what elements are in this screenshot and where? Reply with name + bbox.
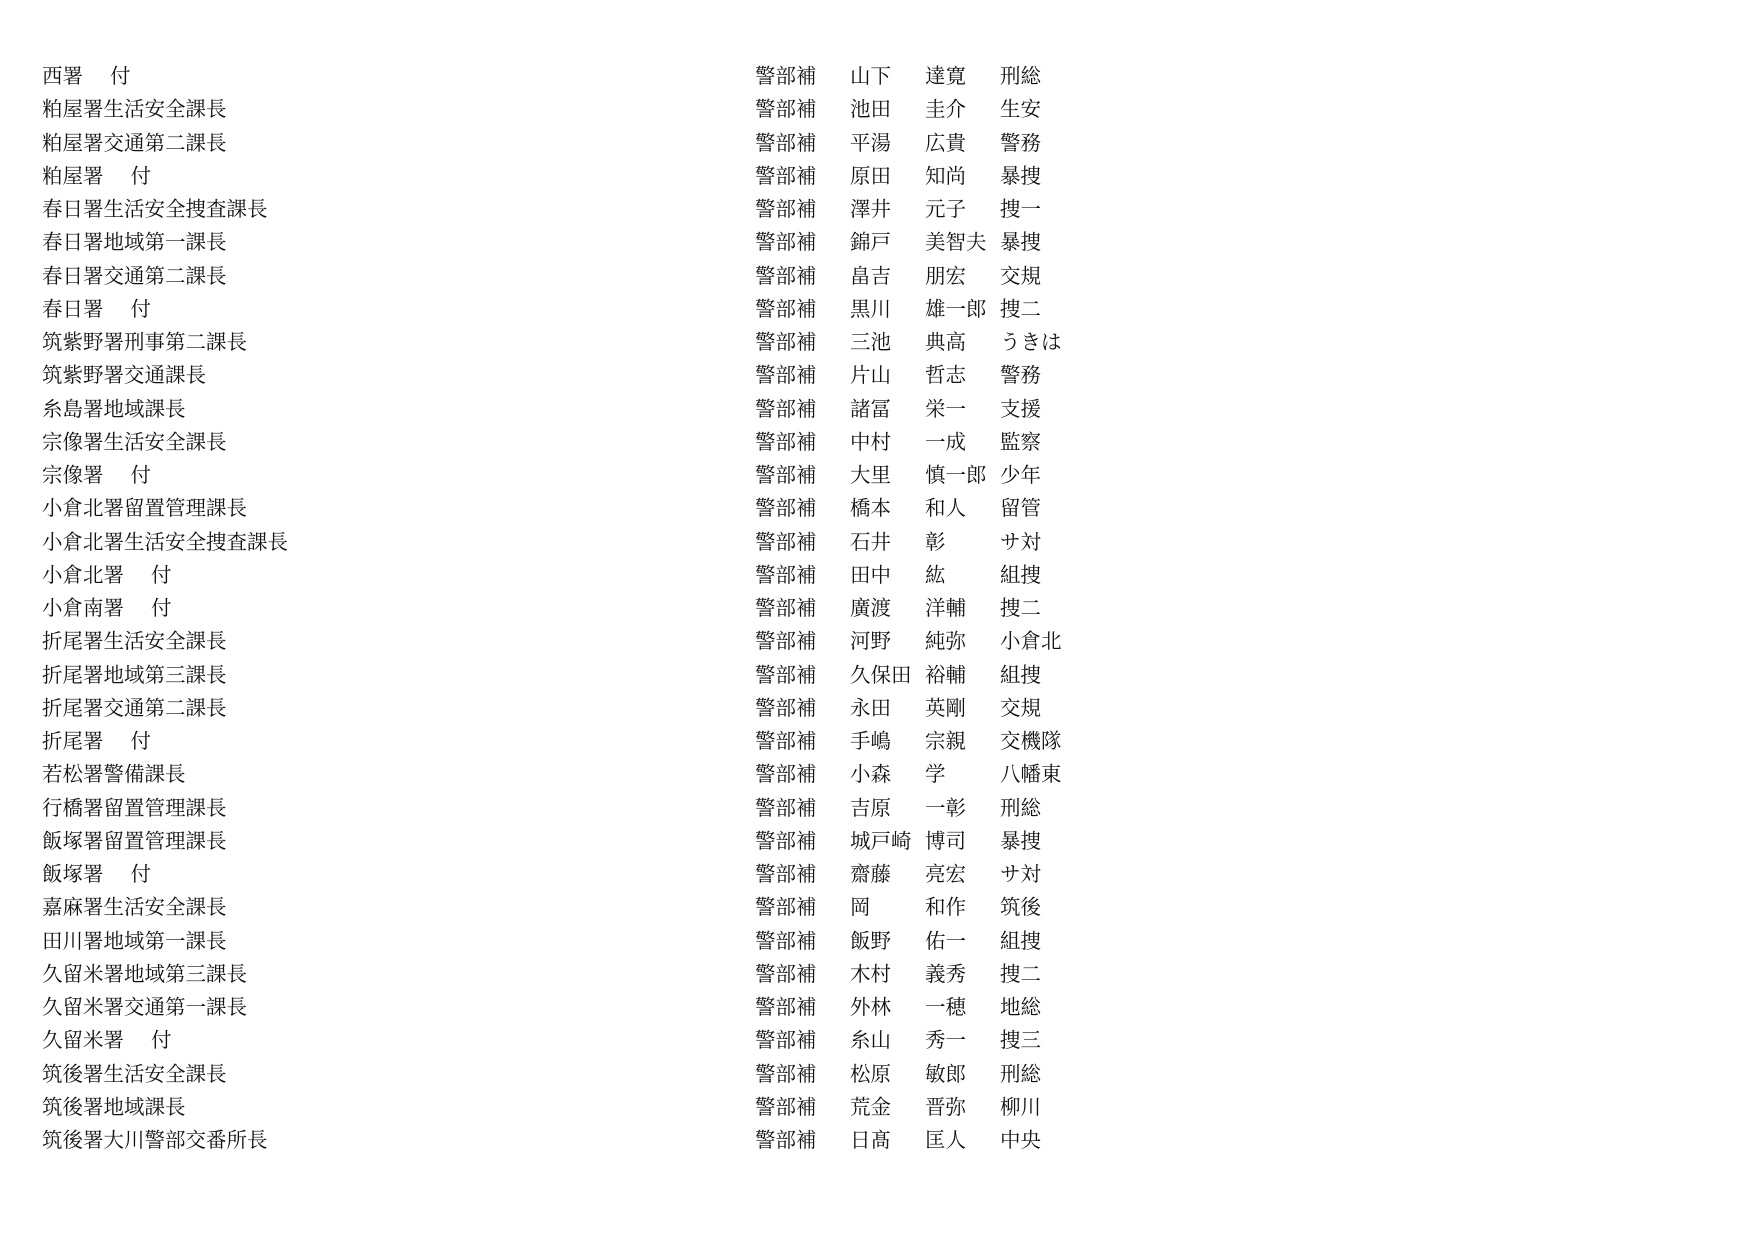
given-name: 圭介 — [925, 97, 966, 122]
previous-assignment: 生安 — [1000, 97, 1041, 122]
rank: 警部補 — [755, 862, 817, 886]
post-title: 粕屋署生活安全課長 — [42, 97, 227, 122]
previous-assignment: 暴捜 — [1000, 828, 1041, 853]
surname: 糸山 — [850, 1028, 891, 1053]
surname: 河野 — [850, 629, 891, 654]
surname: 錦戸 — [850, 230, 891, 255]
post-title: 折尾署地域第三課長 — [42, 662, 227, 687]
rank: 警部補 — [755, 330, 817, 354]
given-name: 広貴 — [925, 130, 966, 155]
given-name: 和作 — [925, 895, 966, 920]
previous-assignment: 交規 — [1000, 695, 1041, 720]
rank: 警部補 — [755, 928, 817, 953]
rank: 警部補 — [755, 429, 817, 454]
surname: 小森 — [850, 762, 891, 787]
list-row — [0, 825, 1754, 858]
surname: 外林 — [850, 995, 891, 1019]
previous-assignment: 警務 — [1000, 130, 1041, 155]
list-row — [0, 226, 1754, 259]
post-title: 粕屋署 付 — [42, 163, 152, 188]
previous-assignment: 筑後 — [1000, 895, 1041, 920]
list-row — [0, 991, 1754, 1024]
given-name: 彰 — [925, 529, 946, 554]
rank: 警部補 — [755, 296, 817, 321]
list-row — [0, 858, 1754, 891]
rank: 警部補 — [755, 197, 817, 221]
post-title: 折尾署 付 — [42, 729, 152, 753]
given-name: 亮宏 — [925, 862, 966, 886]
list-row — [0, 393, 1754, 426]
previous-assignment: 警務 — [1000, 363, 1041, 388]
surname: 永田 — [850, 695, 891, 720]
list-row — [0, 625, 1754, 658]
rank: 警部補 — [755, 695, 817, 720]
previous-assignment: 組捜 — [1000, 562, 1041, 587]
post-title: 春日署 付 — [42, 296, 152, 321]
previous-assignment: 小倉北 — [1000, 629, 1062, 654]
previous-assignment: 八幡東 — [1000, 762, 1062, 787]
previous-assignment: サ対 — [1000, 529, 1041, 554]
post-title: 小倉南署 付 — [42, 596, 172, 620]
previous-assignment: 交規 — [1000, 263, 1041, 288]
previous-assignment: 組捜 — [1000, 928, 1041, 953]
list-row — [0, 193, 1754, 226]
given-name: 佑一 — [925, 928, 966, 953]
surname: 原田 — [850, 163, 891, 188]
surname: 大里 — [850, 463, 891, 487]
surname: 山下 — [850, 64, 891, 88]
given-name: 敏郎 — [925, 1061, 966, 1086]
rank: 警部補 — [755, 762, 817, 787]
post-title: 若松署警備課長 — [42, 762, 186, 787]
list-row — [0, 692, 1754, 725]
post-title: 西署 付 — [42, 64, 131, 88]
previous-assignment: 捜二 — [1000, 296, 1041, 321]
given-name: 慎一郎 — [925, 463, 987, 487]
post-title: 久留米署交通第一課長 — [42, 995, 247, 1019]
rank: 警部補 — [755, 130, 817, 155]
given-name: 一彰 — [925, 795, 966, 820]
rank: 警部補 — [755, 961, 817, 986]
given-name: 洋輔 — [925, 596, 966, 620]
surname: 平湯 — [850, 130, 891, 155]
list-row — [0, 559, 1754, 592]
given-name: 和人 — [925, 496, 966, 521]
list-row — [0, 127, 1754, 160]
surname: 松原 — [850, 1061, 891, 1086]
personnel-list — [0, 60, 1754, 1157]
rank: 警部補 — [755, 828, 817, 853]
given-name: 裕輔 — [925, 662, 966, 687]
post-title: 行橋署留置管理課長 — [42, 795, 227, 820]
previous-assignment: 組捜 — [1000, 662, 1041, 687]
post-title: 小倉北署留置管理課長 — [42, 496, 247, 521]
list-row — [0, 492, 1754, 525]
given-name: 栄一 — [925, 396, 966, 421]
rank: 警部補 — [755, 629, 817, 654]
rank: 警部補 — [755, 496, 817, 521]
post-title: 折尾署交通第二課長 — [42, 695, 227, 720]
list-row — [0, 758, 1754, 791]
surname: 石井 — [850, 529, 891, 554]
surname: 池田 — [850, 97, 891, 122]
list-row — [0, 260, 1754, 293]
post-title: 嘉麻署生活安全課長 — [42, 895, 227, 920]
surname: 吉原 — [850, 795, 891, 820]
rank: 警部補 — [755, 1028, 817, 1053]
post-title: 筑後署大川警部交番所長 — [42, 1128, 268, 1152]
post-title: 小倉北署生活安全捜査課長 — [42, 529, 288, 554]
surname: 齋藤 — [850, 862, 891, 886]
rank: 警部補 — [755, 64, 817, 88]
rank: 警部補 — [755, 1061, 817, 1086]
given-name: 一穂 — [925, 995, 966, 1019]
list-row — [0, 359, 1754, 392]
list-row — [0, 1024, 1754, 1057]
previous-assignment: 監察 — [1000, 429, 1041, 454]
given-name: 紘 — [925, 562, 946, 587]
post-title: 筑後署地域課長 — [42, 1094, 186, 1119]
rank: 警部補 — [755, 1094, 817, 1119]
given-name: 宗親 — [925, 729, 966, 753]
list-row — [0, 526, 1754, 559]
previous-assignment: 捜一 — [1000, 197, 1041, 221]
list-row — [0, 459, 1754, 492]
post-title: 宗像署生活安全課長 — [42, 429, 227, 454]
rank: 警部補 — [755, 230, 817, 255]
surname: 久保田 — [850, 662, 912, 687]
rank: 警部補 — [755, 662, 817, 687]
given-name: 博司 — [925, 828, 966, 853]
post-title: 久留米署地域第三課長 — [42, 961, 247, 986]
list-row — [0, 326, 1754, 359]
post-title: 筑紫野署刑事第二課長 — [42, 330, 247, 354]
list-row — [0, 1091, 1754, 1124]
list-row — [0, 958, 1754, 991]
surname: 三池 — [850, 330, 891, 354]
rank: 警部補 — [755, 529, 817, 554]
surname: 黒川 — [850, 296, 891, 321]
post-title: 久留米署 付 — [42, 1028, 172, 1053]
given-name: 一成 — [925, 429, 966, 454]
given-name: 晋弥 — [925, 1094, 966, 1119]
previous-assignment: 刑総 — [1000, 795, 1041, 820]
surname: 城戸崎 — [850, 828, 912, 853]
previous-assignment: 捜三 — [1000, 1028, 1041, 1053]
post-title: 折尾署生活安全課長 — [42, 629, 227, 654]
post-title: 飯塚署留置管理課長 — [42, 828, 227, 853]
surname: 手嶋 — [850, 729, 891, 753]
previous-assignment: サ対 — [1000, 862, 1041, 886]
given-name: 匡人 — [925, 1128, 966, 1152]
list-row — [0, 925, 1754, 958]
rank: 警部補 — [755, 363, 817, 388]
surname: 諸冨 — [850, 396, 891, 421]
previous-assignment: 交機隊 — [1000, 729, 1062, 753]
post-title: 糸島署地域課長 — [42, 396, 186, 421]
given-name: 朋宏 — [925, 263, 966, 288]
rank: 警部補 — [755, 463, 817, 487]
post-title: 小倉北署 付 — [42, 562, 172, 587]
list-row — [0, 426, 1754, 459]
list-row — [0, 1124, 1754, 1157]
rank: 警部補 — [755, 263, 817, 288]
given-name: 哲志 — [925, 363, 966, 388]
previous-assignment: 捜二 — [1000, 961, 1041, 986]
given-name: 典高 — [925, 330, 966, 354]
given-name: 英剛 — [925, 695, 966, 720]
given-name: 知尚 — [925, 163, 966, 188]
surname: 日髙 — [850, 1128, 891, 1152]
rank: 警部補 — [755, 795, 817, 820]
previous-assignment: 暴捜 — [1000, 230, 1041, 255]
surname: 飯野 — [850, 928, 891, 953]
given-name: 学 — [925, 762, 946, 787]
post-title: 宗像署 付 — [42, 463, 152, 487]
post-title: 飯塚署 付 — [42, 862, 152, 886]
post-title: 春日署交通第二課長 — [42, 263, 227, 288]
post-title: 田川署地域第一課長 — [42, 928, 227, 953]
given-name: 達寛 — [925, 64, 966, 88]
given-name: 義秀 — [925, 961, 966, 986]
given-name: 純弥 — [925, 629, 966, 654]
rank: 警部補 — [755, 97, 817, 122]
list-row — [0, 592, 1754, 625]
previous-assignment: 捜二 — [1000, 596, 1041, 620]
list-row — [0, 792, 1754, 825]
list-row — [0, 93, 1754, 126]
surname: 片山 — [850, 363, 891, 388]
surname: 澤井 — [850, 197, 891, 221]
given-name: 秀一 — [925, 1028, 966, 1053]
surname: 畠吉 — [850, 263, 891, 288]
previous-assignment: うきは — [1000, 330, 1062, 354]
rank: 警部補 — [755, 596, 817, 620]
post-title: 春日署生活安全捜査課長 — [42, 197, 268, 221]
post-title: 粕屋署交通第二課長 — [42, 130, 227, 155]
list-row — [0, 659, 1754, 692]
rank: 警部補 — [755, 396, 817, 421]
surname: 木村 — [850, 961, 891, 986]
rank: 警部補 — [755, 562, 817, 587]
previous-assignment: 地総 — [1000, 995, 1041, 1019]
given-name: 雄一郎 — [925, 296, 987, 321]
list-row — [0, 891, 1754, 924]
previous-assignment: 留管 — [1000, 496, 1041, 521]
previous-assignment: 刑総 — [1000, 1061, 1041, 1086]
previous-assignment: 少年 — [1000, 463, 1041, 487]
post-title: 筑紫野署交通課長 — [42, 363, 206, 388]
list-row — [0, 1058, 1754, 1091]
list-row — [0, 725, 1754, 758]
previous-assignment: 中央 — [1000, 1128, 1041, 1152]
surname: 廣渡 — [850, 596, 891, 620]
rank: 警部補 — [755, 163, 817, 188]
rank: 警部補 — [755, 995, 817, 1019]
surname: 荒金 — [850, 1094, 891, 1119]
surname: 橋本 — [850, 496, 891, 521]
surname: 田中 — [850, 562, 891, 587]
surname: 岡 — [850, 895, 871, 920]
previous-assignment: 刑総 — [1000, 64, 1041, 88]
given-name: 美智夫 — [925, 230, 987, 255]
previous-assignment: 支援 — [1000, 396, 1041, 421]
list-row — [0, 293, 1754, 326]
list-row — [0, 60, 1754, 93]
rank: 警部補 — [755, 1128, 817, 1152]
previous-assignment: 柳川 — [1000, 1094, 1041, 1119]
given-name: 元子 — [925, 197, 966, 221]
list-row — [0, 160, 1754, 193]
previous-assignment: 暴捜 — [1000, 163, 1041, 188]
rank: 警部補 — [755, 895, 817, 920]
rank: 警部補 — [755, 729, 817, 753]
post-title: 筑後署生活安全課長 — [42, 1061, 227, 1086]
post-title: 春日署地域第一課長 — [42, 230, 227, 255]
surname: 中村 — [850, 429, 891, 454]
